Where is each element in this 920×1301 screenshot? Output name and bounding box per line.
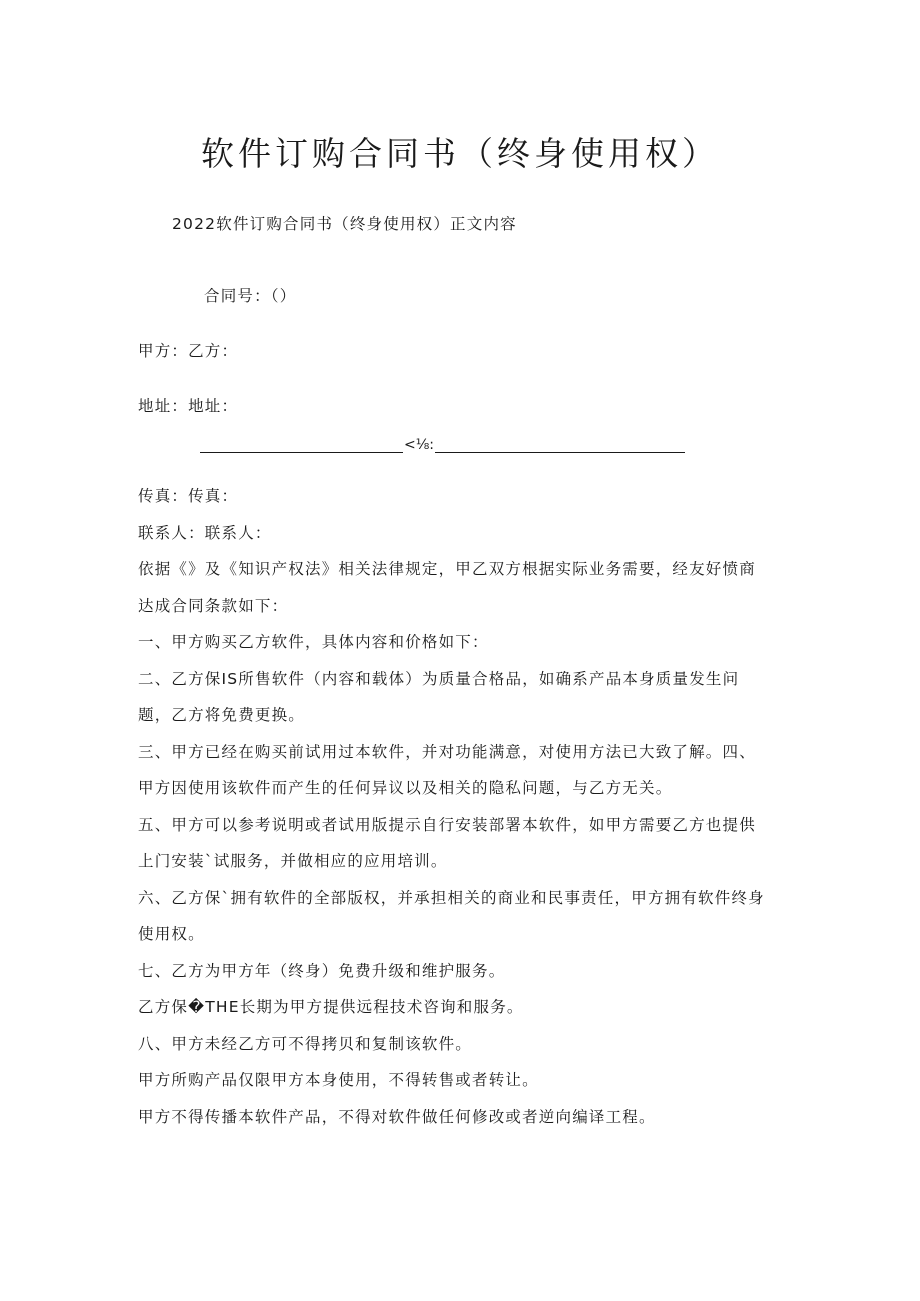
contract-number: 合同号：（）	[204, 287, 297, 305]
paragraph-line: 七、乙方为甲方年（终身）免费升级和维护服务。	[138, 962, 506, 980]
document-subtitle: 2022软件订购合同书（终身使用权）正文内容	[172, 215, 517, 233]
paragraph-line: 乙方保�THE长期为甲方提供远程技术咨询和服务。	[138, 998, 524, 1016]
paragraph-line: 二、乙方保IS所售软件（内容和载体）为质量合格品，如确系产品本身质量发生问	[138, 670, 740, 688]
paragraph-line: 达成合同条款如下：	[138, 597, 289, 615]
paragraph-line: 依据《》及《知识产权法》相关法律规定，甲乙双方根据实际业务需要，经友好愤商	[138, 560, 756, 578]
fax-line: 传真：传真：	[138, 487, 239, 505]
fax-blank-line	[200, 437, 685, 453]
paragraph-line: 甲方所购产品仅限甲方本身使用，不得转售或者转让。	[138, 1071, 539, 1089]
parties-line: 甲方：乙方：	[138, 342, 239, 360]
document-title: 软件订购合同书（终身使用权）	[201, 134, 719, 173]
paragraph-line: 五、甲方可以参考说明或者试用版提示自行安装部署本软件，如甲方需要乙方也提供	[138, 816, 756, 834]
paragraph-line: 题，乙方将免费更换。	[138, 706, 306, 724]
paragraph-line: 三、甲方已经在购买前试用过本软件，并对功能满意，对使用方法已大致了解。四、	[138, 743, 756, 761]
blank-underline-right	[435, 438, 685, 453]
blank-underline-left	[200, 438, 403, 453]
paragraph-line: 甲方不得传播本软件产品，不得对软件做任何修改或者逆向编译工程。	[138, 1108, 656, 1126]
fax-line-mark: <⅛:	[404, 437, 435, 453]
paragraph-line: 一、甲方购买乙方软件，具体内容和价格如下：	[138, 633, 489, 651]
paragraph-line: 六、乙方保`拥有软件的全部版权，并承担相关的商业和民事责任，甲方拥有软件终身	[138, 889, 765, 907]
paragraph-line: 使用权。	[138, 925, 205, 943]
paragraph-line: 甲方因使用该软件而产生的任何异议以及相关的隐私问题，与乙方无关。	[138, 779, 673, 797]
paragraph-line: 八、甲方未经乙方可不得拷贝和复制该软件。	[138, 1035, 473, 1053]
paragraph-line: 上门安装`试服务，并做相应的应用培训。	[138, 852, 448, 870]
address-line: 地址：地址：	[138, 397, 239, 415]
contact-line: 联系人：联系人：	[138, 524, 272, 542]
